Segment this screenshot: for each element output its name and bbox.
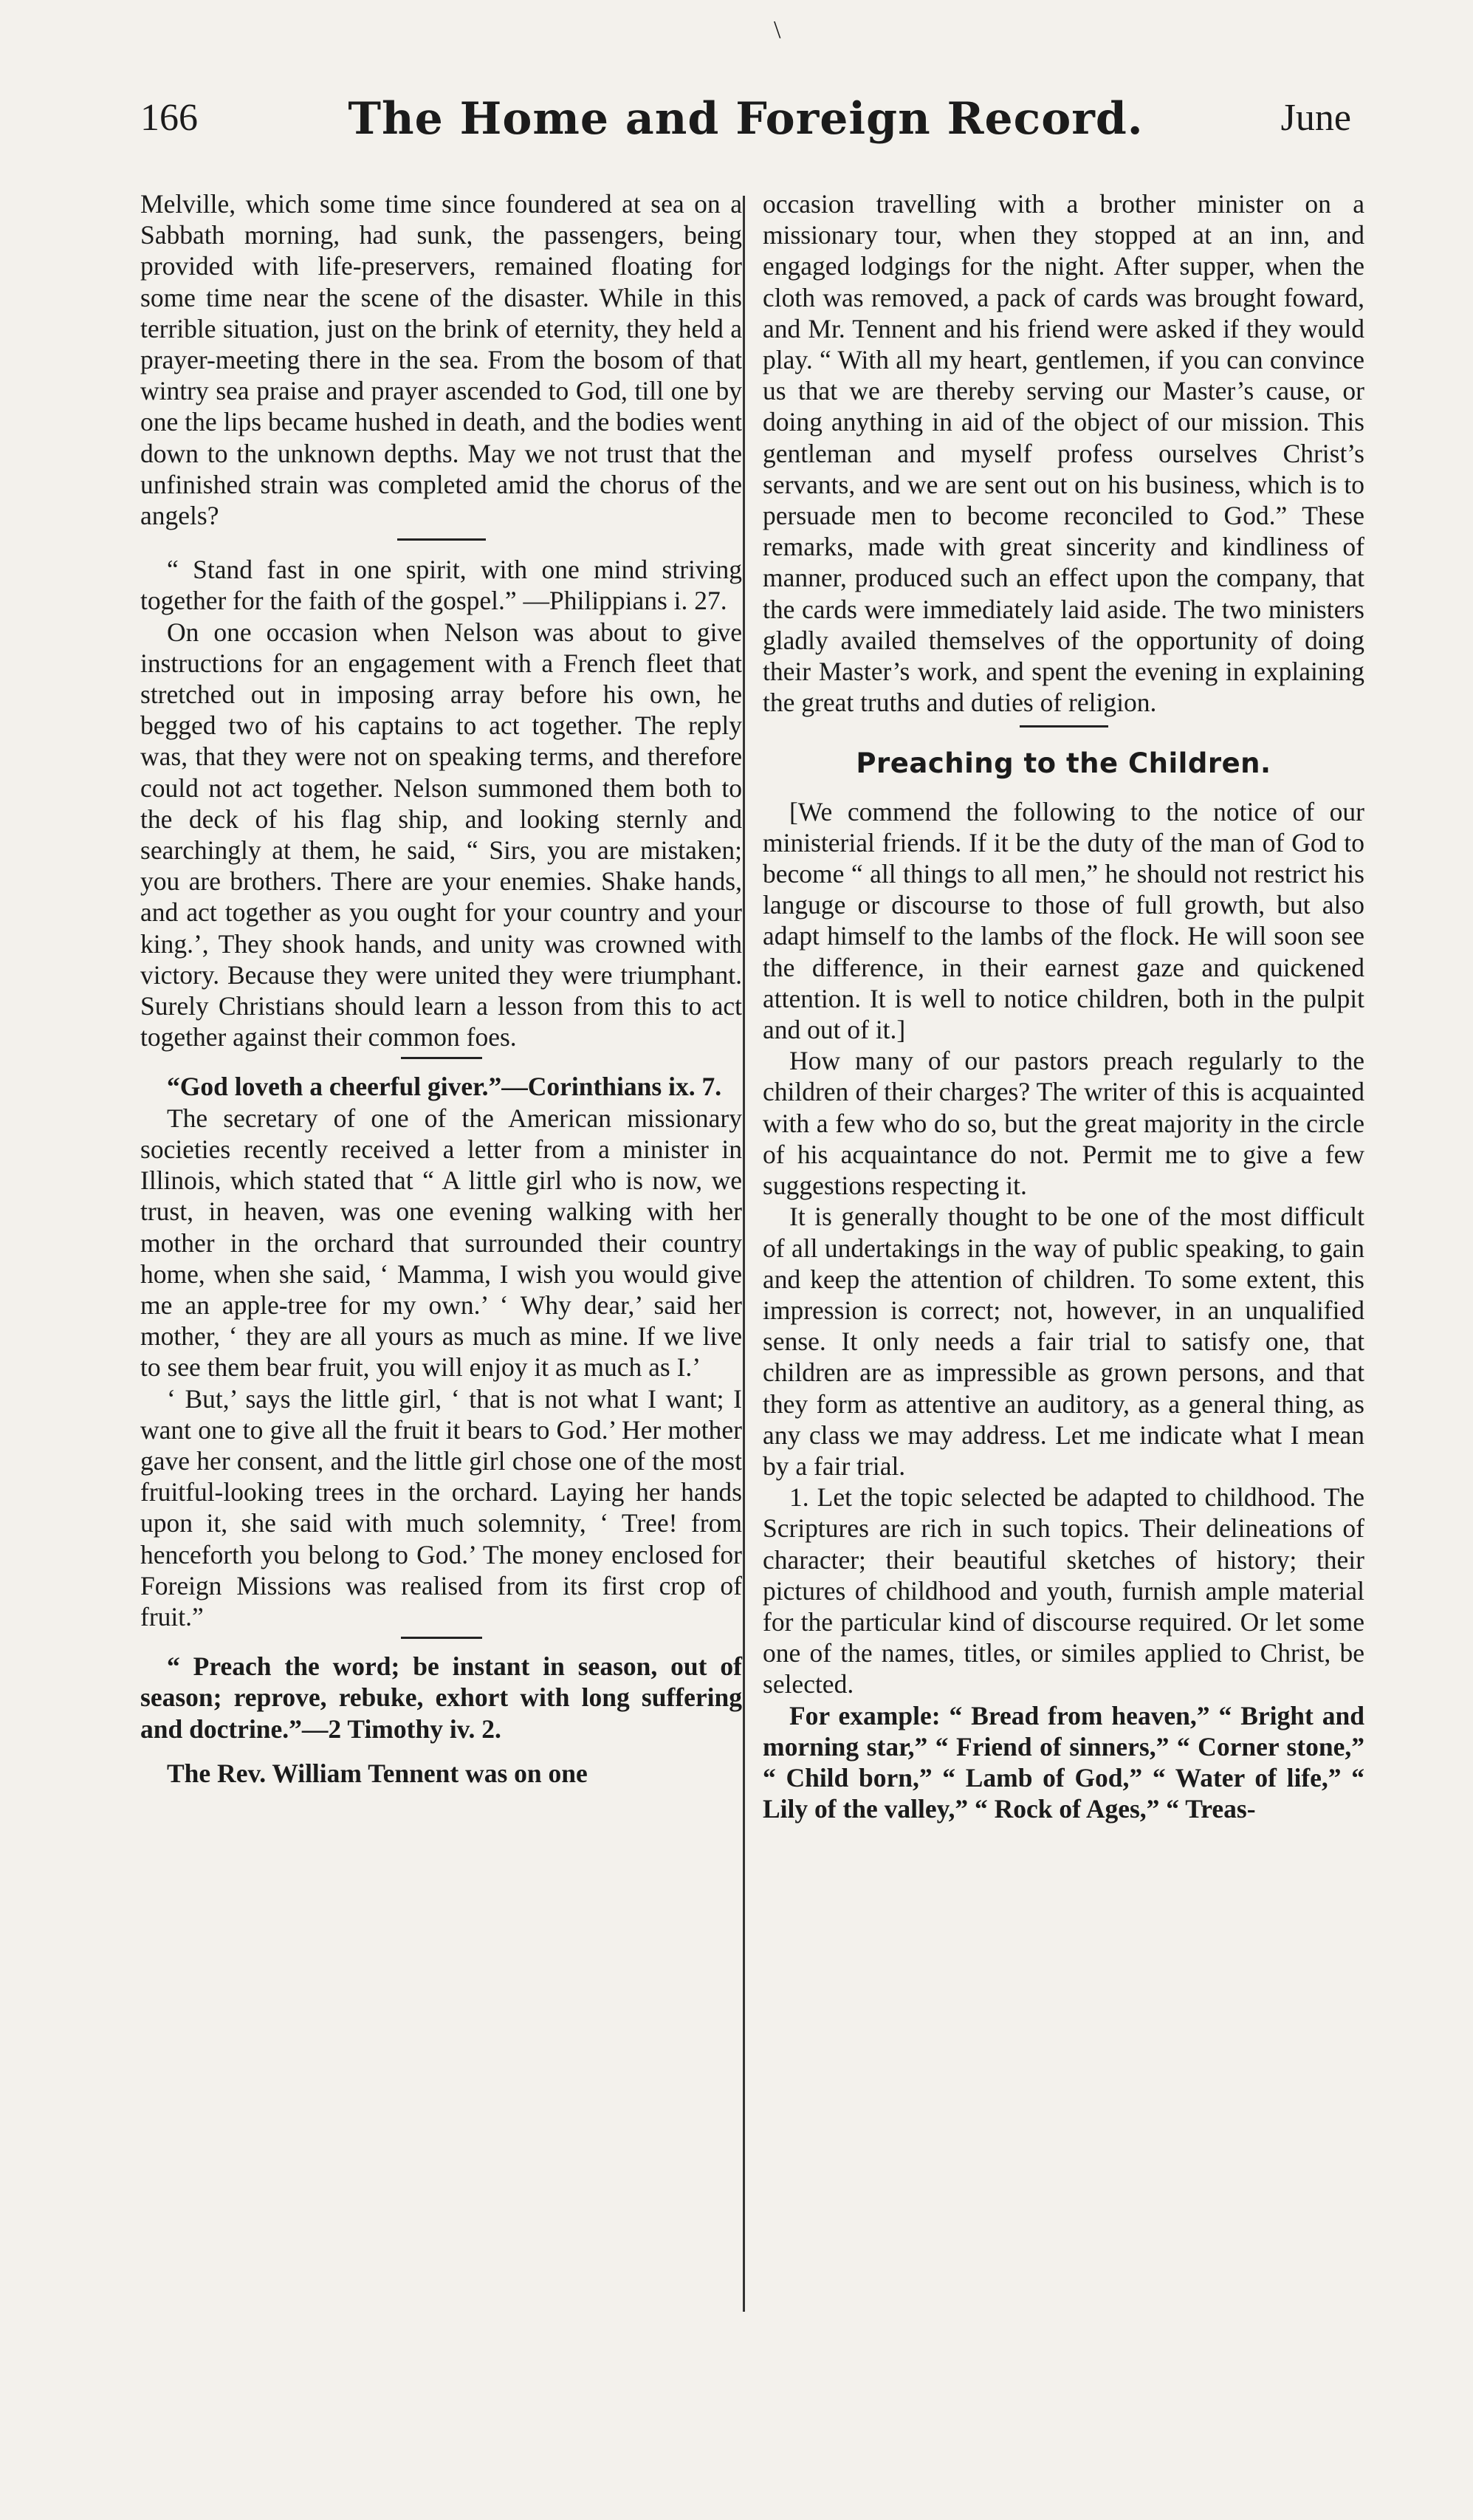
paragraph-tennent-start: The Rev. William Tennent was on one — [167, 1758, 588, 1788]
separator-rule — [401, 1637, 482, 1639]
paragraph-nelson: On one occasion when Nelson was about to give instructions for an engagement with a French fleet that stretched out in imposing array before his own, he begged two of his captains to act together. The reply was, that they were not on speaking terms, and therefore could not act together. Nelson summoned them both to the deck of his flag ship, and looking sternly and searchingly at them, he said, “ Sirs, you are mistaken; you are brothers. There are your enemies. Shake hands, and act together as you ought for your country and your king.’, They shook hands, and unity was crowned with victory. Because they were united they were triumphant. Surely Christians should learn a lesson from this to act together against their common foes. — [140, 617, 742, 1052]
paragraph-editorial-note: [We commend the following to the notice of our ministerial friends. If it be the duty of the man of God to become “ all things to all men,” he should not restrict his languge or discourse to those of full growth, but also adapt himself to the lambs of the flock. He will soon see the difference, in their earnest gaze and quickened attention. It is well to notice children, both in the pulpit and out of it.] — [763, 796, 1364, 1045]
paragraph-little-girl: ‘ But,’ says the little girl, ‘ that is not what I want; I want one to give all the fruit it bears to God.’ Her mother gave her consent, and the little girl chose one of the most fruitful-looking trees in the orchard. Laying her hands upon it, she said with much solemnity, ‘ Tree! from henceforth you belong to God.’ The money enclosed for Foreign Missions was realised from its first crop of fruit.” — [140, 1383, 742, 1632]
journal-title: The Home and Foreign Record. — [348, 93, 1144, 145]
paragraph-secretary: The secretary of one of the American missionary societies recently received a letter from a minister in Illinois, which stated that “ A little girl who is now, we trust, in heaven, was one evening walking with her mother in the orchard that surrounded their country home, when she said, ‘ Mamma, I wish you would give me an apple-tree for my own.’ ‘ Why dear,’ said her mother, ‘ they are all yours as much as mine. If we live to see them bear fruit, you will enjoy it as much as I.’ — [140, 1103, 742, 1383]
right-column — [763, 188, 1364, 1824]
paragraph-melville: Melville, which some time since foundered at sea on a Sabbath morning, had sunk, the passengers, being provided with life-preservers, remained floating for some time near the scene of the disaster. While in this terrible situation, just on the brink of eternity, they held a prayer-meeting there in the sea. From the bosom of that wintry sea praise and prayer ascended to God, till one by one the lips became hushed in death, and the bodies went down to the unknown depths. May we not trust that the unfinished strain was completed amid the chorus of the angels? — [140, 189, 742, 531]
spacer — [140, 1745, 742, 1758]
separator-rule — [401, 1057, 482, 1059]
scripture-quote: “ Stand fast in one spirit, with one mind striving together for the faith of the gospel.” —Philippians i. 27. — [140, 555, 742, 616]
paragraph-example: For example: “ Bread from heaven,” “ Bright and morning star,” “ Friend of sinners,” “ Corner stone,” “ Child born,” “ Lamb of God,” “ Water of life,” “ Lily of the valley,” “ Rock of Ages,” “ Treas- — [763, 1700, 1364, 1824]
paragraph-tennent-continued: occasion travelling with a brother minister on a missionary tour, when they stopped at an inn, and engaged lodgings for the night. After supper, when the cloth was removed, a pack of cards was brought foward, and Mr. Tennent and his friend were asked if they would play. “ With all my heart, gentlemen, if you can convince us that we are thereby serving our Master’s cause, or doing anything in aid of the object of our mission. This gentleman and myself profess ourselves Christ’s servants, and we are sent out on his business, which is to persuade men to become reconciled to God.” These remarks, made with great sincerity and kindliness of manner, produced such an effect upon the company, that the cards were immediately laid aside. The two ministers gladly availed themselves of the opportunity of doing their Master’s work, and spent the evening in explaining the great truths and duties of religion. — [763, 189, 1364, 718]
separator-rule — [397, 538, 486, 541]
section-title: Preaching to the Children. — [856, 747, 1271, 780]
paragraph-pastors: How many of our pastors preach regularly to the children of their charges? The writer of this is acquainted with a few who do so, but the great majority in the circle of his acquaintance do not. Permit me to give a few suggestions respecting it. — [763, 1046, 1364, 1201]
separator-rule — [1020, 725, 1108, 727]
page-header — [140, 93, 1351, 155]
column-divider — [743, 196, 745, 2312]
paragraph-topic: 1. Let the topic selected be adapted to childhood. The Scriptures are rich in such topics. Their delineations of character; their beautiful sketches of history; their pictures of childhood and youth, furnish ample material for the particular kind of discourse required. Or let some one of the names, titles, or similes applied to Christ, be selected. — [763, 1482, 1364, 1699]
issue-month: June — [1280, 97, 1351, 139]
scripture-quote: “ Preach the word; be instant in season, out of season; reprove, rebuke, exhort with long suffering and doctrine.”—2 Timothy iv. 2. — [140, 1651, 742, 1744]
paragraph-difficult: It is generally thought to be one of the most difficult of all undertakings in the way of public speaking, to gain and keep the attention of children. To some extent, this impression is correct; not, however, in an unqualified sense. It only needs a fair trial to satisfy one, that children are as impressible as grown persons, and that they form as attentive an auditory, as a general thing, as any class we may address. Let me indicate what I mean by a fair trial. — [763, 1202, 1364, 1481]
corner-mark: \ — [774, 16, 781, 44]
page-number: 166 — [140, 97, 198, 139]
left-column — [140, 188, 742, 1789]
scripture-quote: “God loveth a cheerful giver.”—Corinthians ix. 7. — [167, 1072, 722, 1102]
